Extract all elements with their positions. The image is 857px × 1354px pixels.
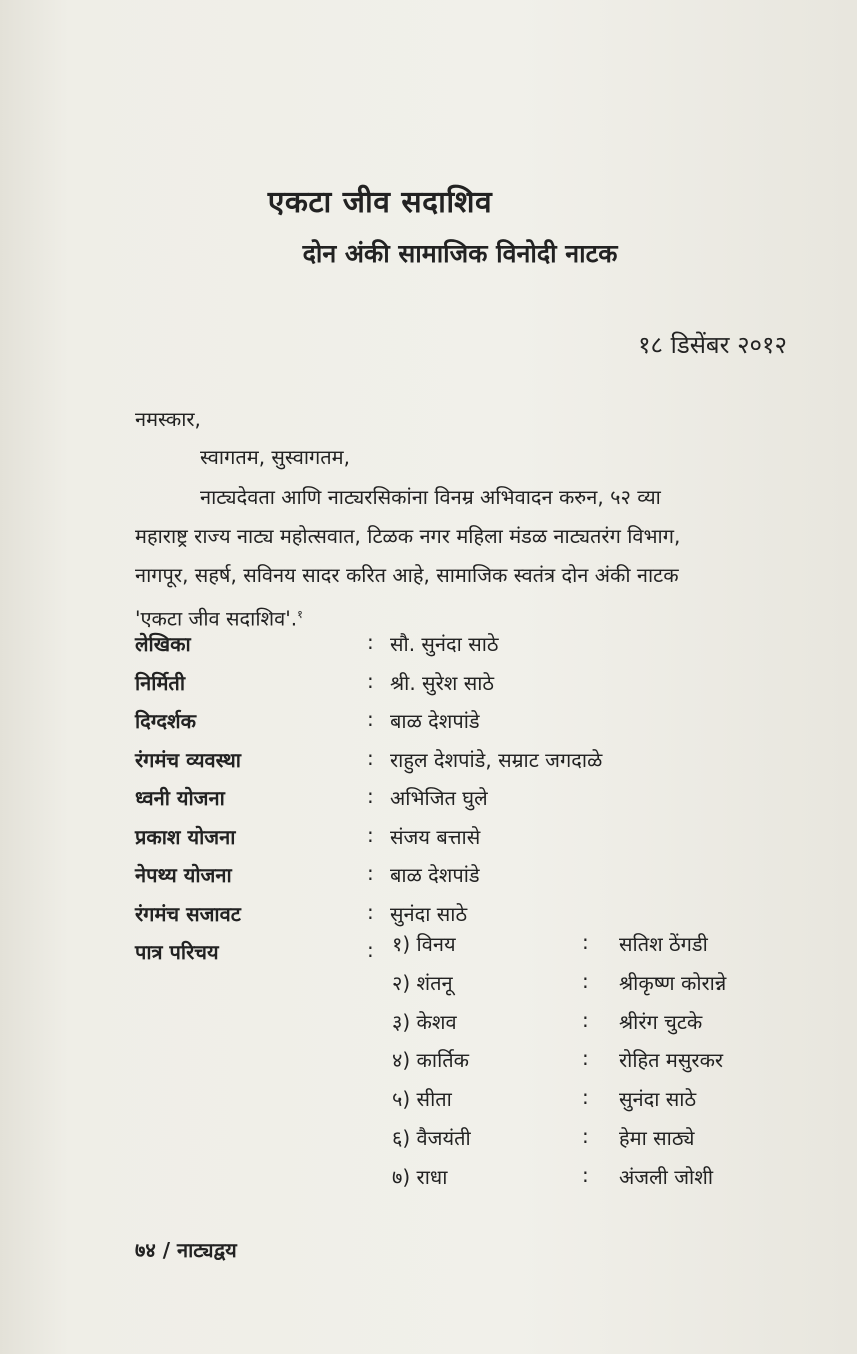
cast-actor: अंजली जोशी [619,1164,714,1189]
cast-row [392,1163,812,1202]
page-footer: ७४ / नाट्यद्वय [135,1238,237,1262]
cast-actor: सतिश ठेंगडी [619,932,708,956]
play-title: एकटा जीव सदाशिव [267,185,493,220]
play-subtitle: दोन अंकी सामाजिक विनोदी नाटक [302,239,618,268]
credit-row [135,746,815,785]
separator: : [367,784,374,808]
separator: : [367,822,374,847]
body-line: 'एकटा जीव सदाशिव'. [135,606,298,631]
greeting: नमस्कार, [135,407,201,431]
credit-label: दिग्दर्शक [135,709,196,733]
credit-value: बाळ देशपांडे [390,709,480,733]
credit-label: नेपथ्य योजना [135,863,232,887]
credit-value: संजय बत्तासे [390,824,481,849]
credit-label: लेखिका [135,632,191,656]
separator: : [582,1162,589,1187]
separator: : [582,968,589,993]
credit-label: निर्मिती [135,670,185,695]
cast-list [392,930,812,1202]
credit-value: श्री. सुरेश साठे [390,670,495,695]
credit-label: रंगमंच सजावट [135,901,241,926]
cast-role: ४) कार्तिक [392,1048,470,1073]
letter-date: १८ डिसेंबर २०१२ [638,331,787,359]
credit-value: बाळ देशपांडे [390,863,480,887]
credit-value: सुनंदा साठे [390,901,468,926]
credit-row [135,669,815,708]
credit-value: राहुल देशपांडे, सम्राट जगदाळे [390,747,603,772]
credit-label: पात्र परिचय [135,940,219,964]
cast-row [392,1008,812,1047]
intro-paragraph [135,478,800,639]
body-line: महाराष्ट्र राज्य नाट्य महोत्सवात, टिळक नगर महिला मंडळ नाट्यतरंग विभाग, [135,524,681,548]
cast-row [392,969,812,1008]
body-line: नाट्यदेवता आणि नाट्यरसिकांना विनम्र अभिवादन करुन, ५२ व्या [200,485,661,509]
cast-row [392,930,812,969]
credit-label: रंगमंच व्यवस्था [135,747,241,772]
credit-label: ध्वनी योजना [135,786,225,810]
cast-row [392,1085,812,1124]
cast-actor: श्रीरंग चुटके [619,1009,703,1034]
separator: : [367,899,374,924]
separator: : [582,1123,589,1148]
cast-role: १) विनय [392,932,456,956]
welcome-line: स्वागतम, सुस्वागतम, [200,445,350,469]
separator: : [367,938,374,962]
credit-value: अभिजित घुले [390,786,488,810]
credit-value: सौ. सुनंदा साठे [390,632,499,656]
separator: : [582,930,589,954]
cast-role: ७) राधा [392,1164,448,1189]
cast-actor: रोहित मसुरकर [619,1048,724,1073]
separator: : [367,630,374,654]
separator: : [367,707,374,731]
credit-row [135,630,815,669]
footnote-mark: १ [297,608,303,621]
cast-actor: श्रीकृष्ण कोरान्ने [619,970,727,995]
cast-role: ६) वैजयंती [392,1125,471,1150]
cast-actor: सुनंदा साठे [619,1087,697,1112]
credits-list [135,630,815,977]
credit-row [135,823,815,862]
separator: : [582,1046,589,1071]
separator: : [582,1085,589,1110]
cast-row [392,1124,812,1163]
separator: : [367,861,374,885]
credit-row [135,784,815,823]
credit-label: प्रकाश योजना [135,824,236,849]
separator: : [367,745,374,770]
cast-role: ३) केशव [392,1009,457,1034]
cast-actor: हेमा साठ्ये [619,1125,695,1150]
cast-role: २) शंतनू [392,970,453,995]
separator: : [582,1007,589,1032]
separator: : [367,668,374,693]
credit-row [135,861,815,900]
body-line: नागपूर, सहर्ष, सविनय सादर करित आहे, सामाजिक स्वतंत्र दोन अंकी नाटक [135,563,679,587]
cast-role: ५) सीता [392,1087,452,1112]
cast-row [392,1046,812,1085]
credit-row [135,707,815,746]
